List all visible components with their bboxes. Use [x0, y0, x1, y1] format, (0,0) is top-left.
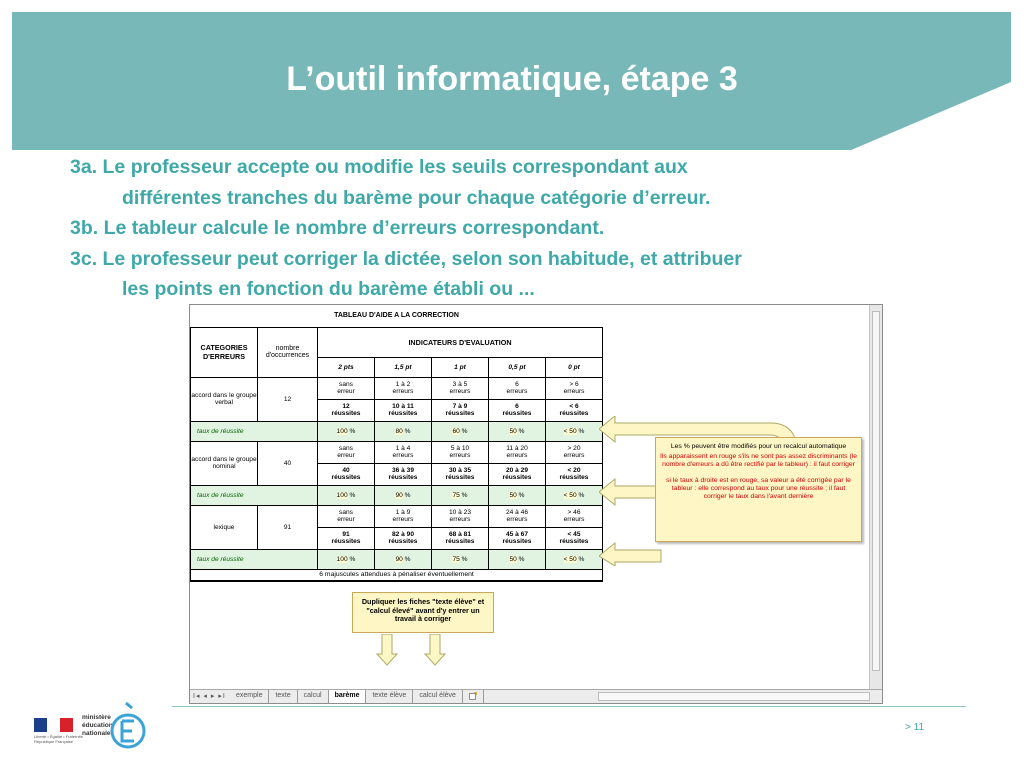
rate-percent: % — [461, 491, 468, 499]
rate-cell[interactable] — [546, 485, 603, 505]
result-cell — [546, 463, 603, 485]
threshold-unit: erreur — [337, 388, 355, 395]
rate-cell[interactable] — [546, 549, 603, 569]
rate-value[interactable]: 100 — [336, 555, 348, 563]
rate-value[interactable]: 75 — [452, 555, 460, 563]
hollow-arrow-down-icon — [424, 634, 446, 666]
threshold-unit: erreurs — [449, 516, 471, 523]
points-header: 0 pt — [546, 357, 603, 377]
rate-label: taux de réussite — [191, 421, 318, 441]
flag-caption: Liberté • Égalité • Fraternité — [34, 734, 83, 739]
sheet-tab-calcul[interactable]: calcul — [298, 690, 329, 703]
category-name: accord dans le groupe verbal — [191, 377, 258, 421]
result-unit: réussites — [502, 474, 532, 481]
result-unit: réussites — [388, 410, 418, 417]
rate-cell[interactable] — [432, 421, 489, 441]
threshold-cell[interactable] — [432, 441, 489, 463]
rate-value[interactable]: 50 — [509, 491, 517, 499]
threshold-value: sans — [339, 509, 353, 516]
threshold-value: sans — [339, 445, 353, 452]
points-header: 1,5 pt — [375, 357, 432, 377]
result-value: 10 à 11 — [392, 403, 414, 410]
rate-cell[interactable] — [432, 549, 489, 569]
sheet-tab-bar — [190, 689, 882, 703]
rate-percent: % — [518, 555, 525, 563]
slide-body — [70, 152, 970, 305]
education-e-logo-icon — [110, 699, 146, 753]
rate-percent: % — [461, 555, 468, 563]
threshold-value: 3 à 5 — [452, 381, 468, 388]
threshold-value: 24 à 46 — [506, 509, 528, 516]
threshold-value: 6 — [515, 381, 519, 388]
threshold-cell[interactable] — [489, 505, 546, 527]
rate-percent: % — [578, 491, 585, 499]
result-cell — [432, 463, 489, 485]
result-unit: réussites — [502, 410, 532, 417]
rate-cell[interactable] — [318, 421, 375, 441]
occurrence-count: 40 — [258, 441, 318, 485]
rate-label: taux de réussite — [191, 485, 318, 505]
result-cell — [375, 399, 432, 421]
threshold-unit: erreurs — [392, 388, 414, 395]
rate-percent: % — [349, 427, 356, 435]
result-cell — [546, 527, 603, 549]
rate-percent: % — [404, 491, 411, 499]
rate-value[interactable]: < 50 — [563, 491, 577, 499]
rate-cell[interactable] — [432, 485, 489, 505]
result-cell — [489, 527, 546, 549]
bullet-3c-cont: les points en fonction du barème établi ou ... — [122, 278, 535, 300]
result-unit: réussites — [559, 410, 589, 417]
result-value: < 45 — [567, 531, 581, 538]
threshold-cell[interactable] — [546, 377, 603, 399]
rate-value[interactable]: 50 — [509, 555, 517, 563]
flag-caption-2: République Française — [34, 739, 73, 744]
occurrence-count: 12 — [258, 377, 318, 421]
sheet-tab-texte[interactable]: texte — [269, 690, 297, 703]
rate-cell[interactable] — [489, 485, 546, 505]
rate-percent: % — [518, 491, 525, 499]
threshold-cell[interactable] — [375, 377, 432, 399]
bullet-3a-cont: différentes tranches du barème pour chaque catégorie d’erreur. — [122, 186, 711, 209]
threshold-cell[interactable] — [489, 377, 546, 399]
threshold-cell[interactable] — [432, 377, 489, 399]
result-unit: réussites — [388, 474, 418, 481]
rate-value[interactable]: 100 — [336, 427, 348, 435]
threshold-cell[interactable] — [375, 441, 432, 463]
sheet-tab-exemple[interactable]: exemple — [230, 690, 269, 703]
result-value: 30 à 35 — [449, 467, 471, 474]
threshold-cell[interactable] — [489, 441, 546, 463]
threshold-unit: erreur — [337, 452, 355, 459]
threshold-value: 1 à 4 — [395, 445, 411, 452]
result-value: 82 à 90 — [392, 531, 414, 538]
rate-cell[interactable] — [318, 549, 375, 569]
sheet-tab-texte-eleve[interactable]: texte élève — [366, 690, 413, 703]
rate-percent: % — [461, 427, 468, 435]
threshold-cell[interactable] — [546, 505, 603, 527]
threshold-value: sans — [339, 381, 353, 388]
result-cell — [318, 463, 375, 485]
rate-percent: % — [349, 555, 356, 563]
threshold-unit: erreur — [337, 516, 355, 523]
rate-percent: % — [404, 555, 411, 563]
bullet-3b: 3b. Le tableur calcule le nombre d’erreurs correspondant. — [70, 217, 605, 239]
result-value: 6 — [515, 403, 519, 410]
result-unit: réussites — [445, 538, 475, 545]
result-cell — [375, 527, 432, 549]
threshold-unit: erreurs — [506, 388, 528, 395]
category-name: accord dans le groupe nominal — [191, 441, 258, 485]
rate-percent: % — [349, 491, 356, 499]
result-cell — [432, 527, 489, 549]
result-cell — [546, 399, 603, 421]
occurrence-count: 91 — [258, 505, 318, 549]
result-unit: réussites — [559, 538, 589, 545]
result-cell — [375, 463, 432, 485]
rate-cell[interactable] — [375, 485, 432, 505]
threshold-unit: erreurs — [563, 516, 585, 523]
result-cell — [489, 399, 546, 421]
rate-percent: % — [404, 427, 411, 435]
col-occurrences-header: nombre d'occurrences — [258, 327, 318, 377]
threshold-unit: erreurs — [563, 452, 585, 459]
threshold-cell[interactable] — [318, 505, 375, 527]
result-cell — [489, 463, 546, 485]
result-unit: réussites — [502, 538, 532, 545]
result-unit: réussites — [331, 474, 361, 481]
category-name: lexique — [191, 505, 258, 549]
threshold-value: 1 à 2 — [395, 381, 411, 388]
result-value: 7 à 9 — [452, 403, 468, 410]
result-cell — [432, 399, 489, 421]
rate-value[interactable]: 80 — [395, 427, 403, 435]
duplicate-note: Dupliquer les fiches "texte élève" et "calcul élevé" avant d'y entrer un travail à corriger — [352, 592, 494, 633]
threshold-cell[interactable] — [432, 505, 489, 527]
ministry-name-2: éducation — [82, 722, 113, 729]
footnote: 6 majuscules attendues à pénaliser éventuellement — [191, 569, 603, 581]
rate-value[interactable]: 100 — [336, 491, 348, 499]
points-header: 1 pt — [432, 357, 489, 377]
threshold-value: 10 à 23 — [449, 509, 471, 516]
spreadsheet-screenshot — [189, 304, 883, 704]
sheet-tabs — [230, 690, 484, 703]
tip-note-line3: si le taux à droite est en rouge, sa valeur a été corrigée par le tableur : elle correspond au taux pour une réussite ; il faut corriger le taux dans l'avant dernière — [666, 477, 851, 500]
sheet-nav-arrows-icon[interactable]: I◂ ◂ ▸ ▸I — [193, 693, 226, 700]
threshold-unit: erreurs — [506, 452, 528, 459]
ministry-name-1: ministère — [82, 714, 111, 721]
rate-percent: % — [578, 427, 585, 435]
hollow-arrow-down-icon — [376, 634, 398, 666]
ministry-name-3: nationale — [82, 730, 111, 737]
result-unit: réussites — [388, 538, 418, 545]
bullet-3a: 3a. Le professeur accepte ou modifie les seuils correspondant aux — [70, 156, 688, 178]
rate-cell[interactable] — [375, 421, 432, 441]
slide-title: L’outil informatique, étape 3 — [286, 60, 738, 98]
points-header: 2 pts — [318, 357, 375, 377]
threshold-cell[interactable] — [375, 505, 432, 527]
rate-percent: % — [518, 427, 525, 435]
result-value: 20 à 29 — [506, 467, 528, 474]
rate-value[interactable]: 75 — [452, 491, 460, 499]
rate-value[interactable]: 90 — [395, 491, 403, 499]
tip-note — [655, 437, 862, 542]
sheet-tab-calcul-eleve[interactable]: calcul élève — [413, 690, 463, 703]
rate-value[interactable]: 90 — [395, 555, 403, 563]
result-cell — [318, 527, 375, 549]
threshold-unit: erreurs — [563, 388, 585, 395]
result-value: 40 — [342, 467, 350, 474]
points-header: 0,5 pt — [489, 357, 546, 377]
rate-cell[interactable] — [375, 549, 432, 569]
threshold-value: > 46 — [567, 509, 581, 516]
result-unit: réussites — [559, 474, 589, 481]
vertical-scroll-thumb[interactable] — [872, 311, 880, 671]
result-unit: réussites — [331, 410, 361, 417]
correction-table — [190, 305, 603, 582]
threshold-unit: erreurs — [392, 516, 414, 523]
threshold-unit: erreurs — [506, 516, 528, 523]
result-unit: réussites — [331, 538, 361, 545]
indicators-header: INDICATEURS D'EVALUATION — [318, 327, 603, 357]
result-value: 91 — [342, 531, 350, 538]
footer-divider — [172, 706, 966, 707]
threshold-cell[interactable] — [546, 441, 603, 463]
rate-cell[interactable] — [489, 421, 546, 441]
threshold-value: 1 à 9 — [395, 509, 411, 516]
result-value: 36 à 39 — [392, 467, 414, 474]
threshold-value: 5 à 10 — [450, 445, 470, 452]
col-categories-header: CATEGORIES D'ERREURS — [191, 327, 258, 377]
result-cell — [318, 399, 375, 421]
tip-note-line1: Les % peuvent être modifiés pour un recalcul automatique — [670, 443, 847, 450]
result-value: 68 à 81 — [449, 531, 471, 538]
rate-value[interactable]: < 50 — [563, 555, 577, 563]
result-unit: réussites — [445, 410, 475, 417]
rate-cell[interactable] — [489, 549, 546, 569]
threshold-value: 11 à 20 — [506, 445, 528, 452]
rate-cell[interactable] — [546, 421, 603, 441]
ministry-logo — [34, 699, 152, 755]
threshold-unit: erreurs — [449, 452, 471, 459]
result-value: < 20 — [567, 467, 581, 474]
threshold-value: > 20 — [567, 445, 581, 452]
result-unit: réussites — [445, 474, 475, 481]
threshold-value: > 6 — [569, 381, 579, 388]
rate-value[interactable]: 60 — [452, 427, 460, 435]
table-title: TABLEAU D'AIDE A LA CORRECTION — [334, 312, 459, 320]
result-value: 12 — [342, 403, 350, 410]
result-value: 45 à 67 — [506, 531, 528, 538]
rate-cell[interactable] — [318, 485, 375, 505]
rate-percent: % — [578, 555, 585, 563]
bullet-3c: 3c. Le professeur peut corriger la dictée, selon son habitude, et attribuer — [70, 247, 742, 270]
vertical-scrollbar[interactable] — [869, 305, 882, 691]
threshold-cell[interactable] — [318, 441, 375, 463]
page-number: > 11 — [905, 722, 924, 733]
rate-value[interactable]: < 50 — [563, 427, 577, 435]
threshold-unit: erreurs — [449, 388, 471, 395]
threshold-unit: erreurs — [392, 452, 414, 459]
tip-note-line2: Ils apparaissent en rouge s'ils ne sont pas assez discriminants (le nombre d'erreurs a dû être rectifié par le tableur) : il faut corriger — [660, 453, 857, 468]
horizontal-scrollbar[interactable] — [598, 692, 870, 701]
rate-label: taux de réussite — [191, 549, 318, 569]
rate-value[interactable]: 50 — [509, 427, 517, 435]
new-sheet-icon[interactable] — [463, 690, 484, 703]
threshold-cell[interactable] — [318, 377, 375, 399]
sheet-tab-bareme[interactable]: barème — [329, 690, 367, 703]
result-value: < 6 — [569, 403, 579, 410]
